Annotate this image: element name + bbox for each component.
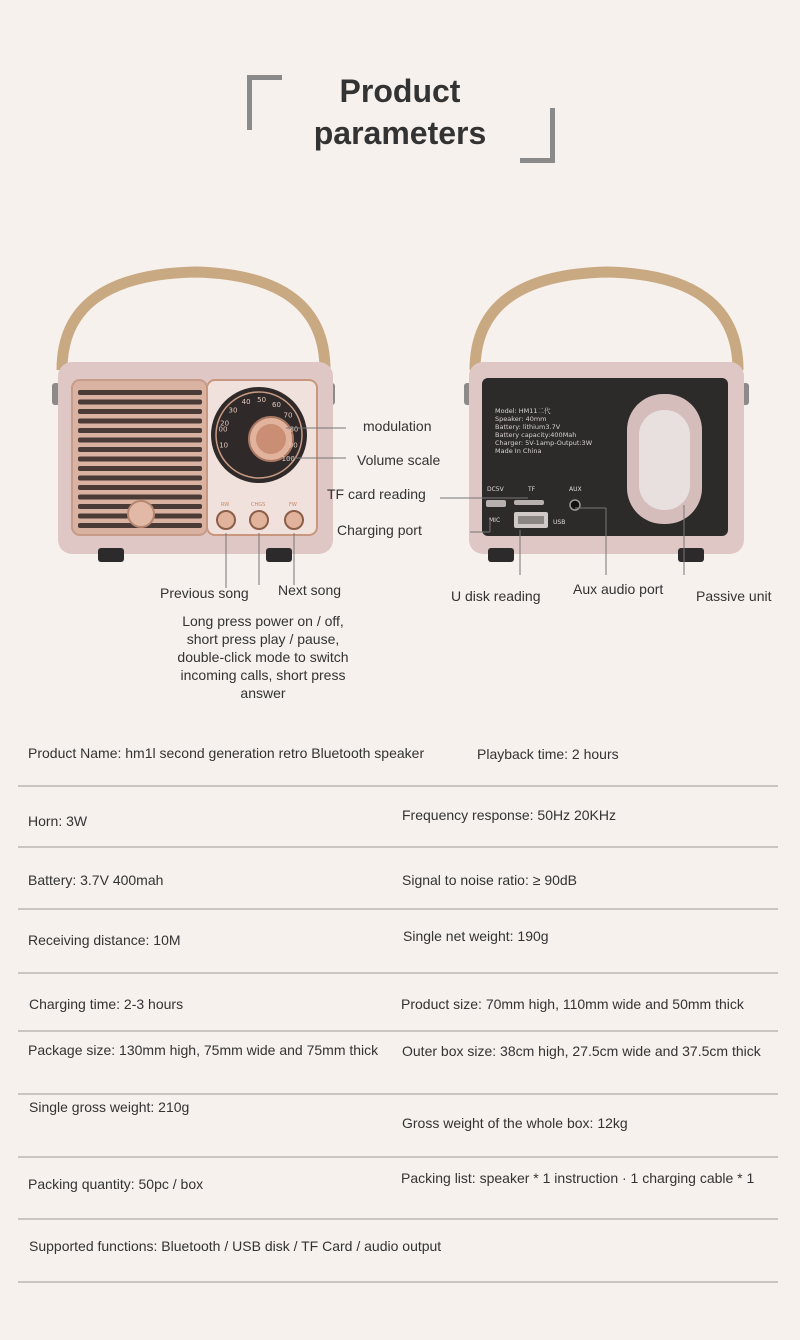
dial-number: 30 (228, 406, 238, 415)
grille-slat (78, 428, 202, 433)
parameter-right: Frequency response: 50Hz 20KHz (402, 807, 616, 823)
parameter-left: Single gross weight: 210g (29, 1099, 190, 1115)
parameter-left: Product Name: hm1l second generation retro Bluetooth speaker (28, 745, 425, 761)
label-previous-song: Previous song (160, 585, 249, 601)
parameter-row (18, 1032, 778, 1095)
back-handle (475, 272, 738, 370)
page-title (0, 70, 800, 154)
port-label: AUX (569, 486, 582, 493)
front-knob (128, 501, 154, 527)
label-u-disk-reading: U disk reading (451, 588, 541, 604)
dial-number: 00 (218, 425, 228, 434)
grille-slat (78, 457, 202, 462)
parameter-right: Single net weight: 190g (403, 928, 549, 944)
label-charging-port: Charging port (337, 522, 422, 538)
parameter-row (18, 725, 778, 787)
grille-slat (78, 438, 202, 443)
parameter-right: Playback time: 2 hours (477, 746, 619, 762)
back-label-line: Battery: lithium3.7V (495, 423, 561, 431)
port-label: MIC (489, 517, 501, 524)
back-label-line: Speaker: 40mm (495, 415, 547, 423)
control-knob (250, 511, 268, 529)
label-tf-card-reading: TF card reading (327, 486, 426, 502)
knob-label: CHGS (251, 502, 266, 508)
label-aux-audio-port: Aux audio port (573, 581, 664, 597)
parameter-left: Packing quantity: 50pc / box (28, 1176, 204, 1192)
dial-number: 70 (283, 411, 293, 420)
dial-number: 10 (219, 441, 229, 450)
title-line-2: parameters (313, 115, 487, 151)
grille-slat (78, 447, 202, 452)
back-label-line: Made In China (495, 447, 542, 455)
grille-slat (78, 485, 202, 490)
front-handle (62, 272, 325, 370)
knob-label: FW (289, 502, 297, 508)
label-volume-scale: Volume scale (357, 452, 441, 468)
dial-number: 60 (272, 400, 281, 409)
parameter-row (18, 1158, 778, 1220)
port-label: TF (528, 486, 536, 493)
parameter-right: Outer box size: 38cm high, 27.5cm wide and 37.5cm thick (402, 1043, 761, 1059)
dial-number: 40 (241, 398, 251, 407)
knobs (217, 511, 303, 529)
parameter-row (18, 848, 778, 910)
grille-slat (78, 466, 202, 471)
grille-slat (78, 409, 202, 414)
dial-number: 50 (257, 396, 267, 405)
port-label: USB (553, 519, 566, 526)
title-line-1: Product (339, 73, 461, 109)
back-label-line: Charger: 5V-1amp-Output:3W (495, 439, 593, 447)
parameter-left: Horn: 3W (28, 813, 88, 829)
grille-slat (78, 390, 202, 395)
parameter-row (18, 974, 778, 1032)
parameter-row (18, 1095, 778, 1158)
dial-number: 80 (289, 425, 299, 434)
grille-slat (78, 495, 202, 500)
grille-slat (78, 400, 202, 405)
control-knob (217, 511, 235, 529)
label-next-song: Next song (278, 582, 342, 598)
parameter-row (18, 910, 778, 974)
parameter-left: Battery: 3.7V 400mah (28, 872, 164, 888)
grille-slat (78, 419, 202, 424)
parameter-left: Receiving distance: 10M (28, 932, 181, 948)
back-speaker (440, 272, 749, 575)
label-power-description: Long press power on / off, short press play / pause, double-click mode to switch incoming calls, short press answer (177, 613, 349, 701)
dial-number: 20 (220, 419, 230, 428)
parameter-right: Product size: 70mm high, 110mm wide and 50mm thick (401, 996, 744, 1012)
product-illustration (0, 250, 800, 604)
parameter-left: Supported functions: Bluetooth / USB disk / TF Card / audio output (29, 1238, 442, 1254)
dial-number: 100 (281, 455, 295, 464)
back-label-line: Model: HM11二代 (495, 407, 551, 415)
dial-number: 90 (288, 441, 298, 450)
label-passive-unit: Passive unit (696, 588, 772, 604)
parameter-row (18, 1220, 778, 1283)
parameter-row (18, 787, 778, 848)
parameter-right: Gross weight of the whole box: 12kg (402, 1115, 628, 1131)
label-modulation: modulation (363, 418, 432, 434)
front-speaker (52, 272, 346, 588)
grille-slat (78, 476, 202, 481)
port-label: DC5V (487, 486, 504, 493)
parameters-table (18, 725, 778, 1283)
parameter-left: Package size: 130mm high, 75mm wide and 75mm thick (28, 1042, 379, 1058)
control-knob (285, 511, 303, 529)
knob-label: RW (221, 502, 230, 508)
back-label-line: Battery capacity:400Mah (495, 431, 577, 439)
parameter-right: Signal to noise ratio: ≥ 90dB (402, 872, 578, 888)
parameter-left: Charging time: 2-3 hours (29, 996, 184, 1012)
parameter-right: Packing list: speaker * 1 instruction · 1 charging cable * 1 (401, 1170, 755, 1186)
